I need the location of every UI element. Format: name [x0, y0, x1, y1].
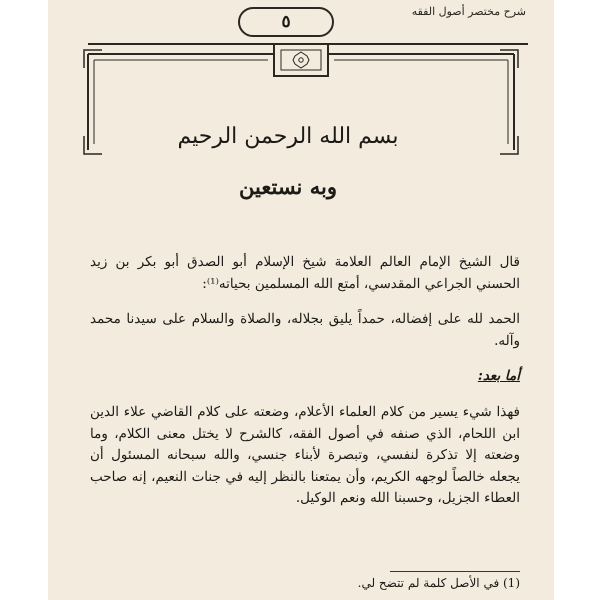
body-text [90, 252, 520, 510]
main-paragraph: فهذا شيء يسير من كلام العلماء الأعلام، وضعته على كلام القاضي علاء الدين ابن اللحام، الذي صنفه في أصول الفقه، كالشرح لا يختل معنى الكلام، وما وضعته إلا تذكرة لنفسي، وتبصرة لأبناء جنسي، والله سبحانه المسئول أن يجعله خالصاً لوجهه الكريم، وأن يمتعنا بالنظر إليه في جنات النعيم، إنه صاحب العطاء الجزيل، وحسبنا الله ونعم الوكيل. [90, 403, 520, 507]
heading: وبه نستعين [239, 174, 337, 199]
running-title: شرح مختصر أصول الفقه [411, 5, 526, 18]
book-page [48, 0, 554, 600]
basmala: بسم الله الرحمن الرحيم [177, 124, 399, 149]
footnote: (1) في الأصل كلمة لم تتضح لي. [357, 576, 520, 590]
amma-bad-heading: أما بعد: [477, 368, 520, 385]
footnote-rule [390, 571, 520, 572]
intro-paragraph: قال الشيخ الإمام العالم العلامة شيخ الإسلام أبو الصدق أبو بكر بن زيد الحسني الجراعي المقدسي، أمتع الله المسلمين بحياته⁽¹⁾: [90, 254, 520, 292]
praise-paragraph: الحمد لله على إفضاله، حمداً يليق بجلاله، والصلاة والسلام على سيدنا محمد وآله. [90, 311, 520, 349]
page-number: ٥ [281, 12, 291, 32]
